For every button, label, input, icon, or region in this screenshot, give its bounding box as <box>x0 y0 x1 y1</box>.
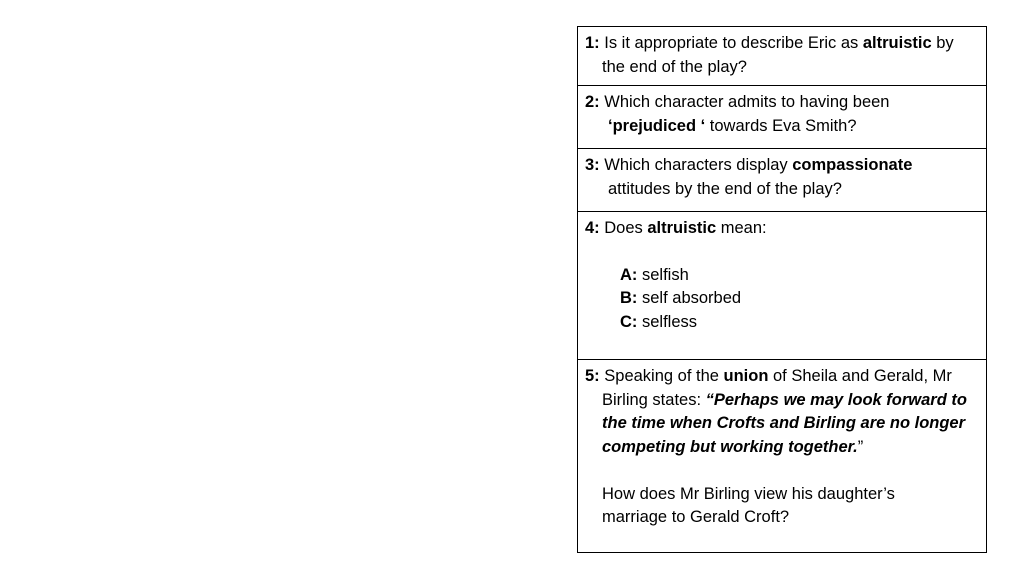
question-text: by <box>931 34 954 52</box>
question-text: mean: <box>716 219 767 237</box>
question-number: 4: <box>585 219 600 237</box>
question-5 <box>578 360 986 552</box>
question-3 <box>578 149 986 212</box>
question-number: 3: <box>585 156 600 174</box>
keyword: union <box>723 367 769 385</box>
question-number: 1: <box>585 34 600 52</box>
question-text: the end of the play? <box>602 57 747 76</box>
quote-text: the time when Crofts and Birling are no longer <box>602 414 966 432</box>
question-text: Which characters display <box>599 156 793 174</box>
question-1 <box>578 27 986 86</box>
option-c <box>620 311 980 335</box>
option-label: B: <box>620 289 638 307</box>
question-2 <box>578 86 986 149</box>
quote-close: ” <box>857 437 864 456</box>
option-label: A: <box>620 265 638 284</box>
quote-text: Perhaps we may look forward to <box>713 390 967 409</box>
keyword: ‘prejudiced ‘ <box>608 116 706 135</box>
question-text: Is it appropriate to describe Eric as <box>599 34 863 52</box>
question-4 <box>578 212 986 360</box>
question-text: How does Mr Birling view his daughter’s <box>602 484 895 503</box>
option-label: C: <box>620 312 638 331</box>
option-text: selfish <box>637 265 689 284</box>
quote-open: “ <box>705 390 714 409</box>
question-text: of Sheila and Gerald, Mr <box>768 367 952 385</box>
question-text: attitudes by the end of the play? <box>608 179 842 198</box>
question-text: marriage to Gerald Croft? <box>602 508 790 526</box>
question-table <box>577 26 987 553</box>
question-text: Which character admits to having been <box>599 93 890 111</box>
option-b <box>620 287 980 311</box>
question-text: Does <box>599 219 648 237</box>
keyword: compassionate <box>792 156 913 174</box>
option-a <box>620 264 980 288</box>
question-number: 5: <box>585 367 600 385</box>
question-text: Birling states: <box>602 390 706 409</box>
question-number: 2: <box>585 93 600 111</box>
question-text: Speaking of the <box>599 367 724 385</box>
keyword: altruistic <box>862 34 932 52</box>
option-text: selfless <box>637 312 698 331</box>
option-text: self absorbed <box>637 289 742 307</box>
question-text: towards Eva Smith? <box>705 116 857 135</box>
keyword: altruistic <box>647 219 717 237</box>
answer-options <box>585 264 980 335</box>
quote-text: competing but working together. <box>602 437 858 456</box>
